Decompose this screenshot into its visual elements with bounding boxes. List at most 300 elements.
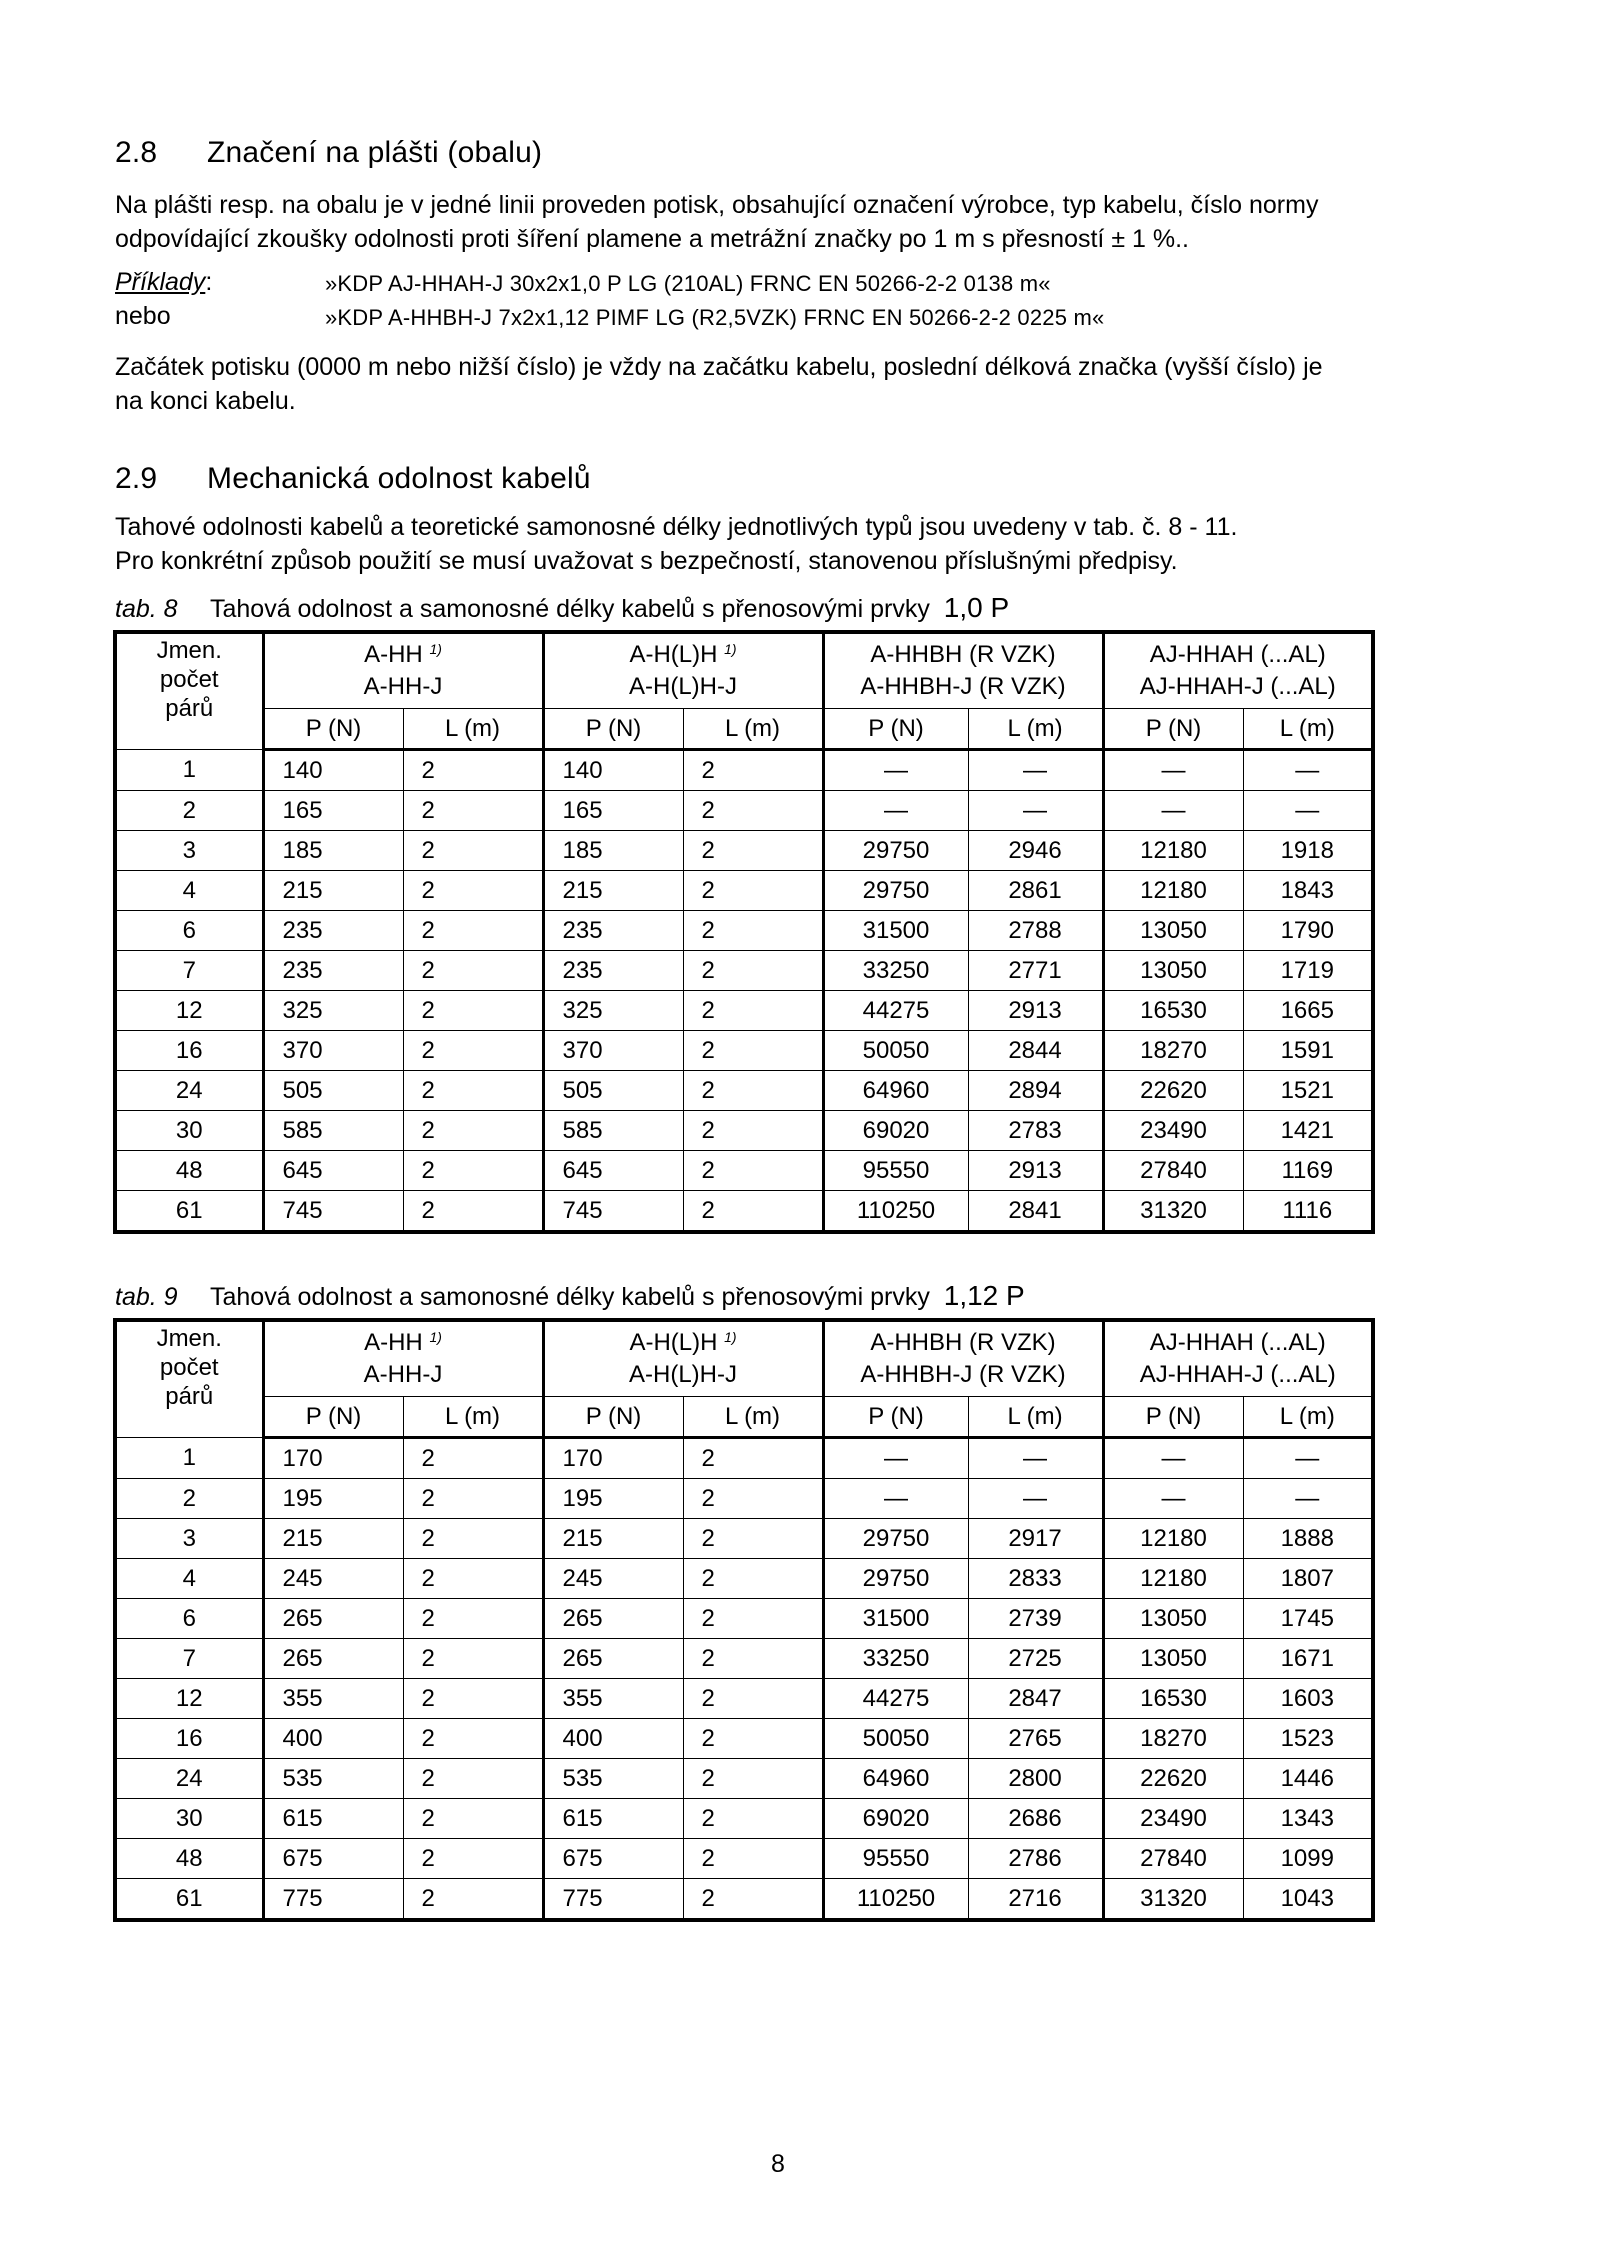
- table-cell: 775: [263, 1879, 403, 1921]
- table-row: [115, 1719, 1373, 1759]
- text-line: Tahové odolnosti kabelů a teoretické samonosné délky jednotlivých typů jsou uvedeny v tab. č. 8 - 11.: [115, 513, 1238, 541]
- table-cell: 2: [683, 1559, 823, 1599]
- table-cell: 2: [403, 1679, 543, 1719]
- pair-count-cell: 30: [115, 1111, 263, 1151]
- table-cell: 64960: [823, 1759, 968, 1799]
- table-row: [115, 1759, 1373, 1799]
- table-cell: —: [1103, 750, 1243, 791]
- text-line: Začátek potisku (0000 m nebo nižší číslo) je vždy na začátku kabelu, poslední délková značka (vyšší číslo) je: [115, 353, 1323, 381]
- table-row: [115, 951, 1373, 991]
- table-cell: 2: [403, 1879, 543, 1921]
- header-text: AJ-HHAH (...AL): [1149, 641, 1326, 668]
- table-cell: 2: [683, 1839, 823, 1879]
- page-number: 8: [771, 2150, 785, 2178]
- table-row: [115, 1519, 1373, 1559]
- table-cell: 2788: [968, 911, 1103, 951]
- pair-count-cell: 24: [115, 1759, 263, 1799]
- header-text: A-HH-J: [363, 1361, 443, 1388]
- table-cell: 370: [543, 1031, 683, 1071]
- header-group-a-hhbh: [823, 1320, 1103, 1397]
- header-text: AJ-HHAH-J (...AL): [1139, 673, 1336, 700]
- print-start-paragraph: [115, 350, 1485, 418]
- table-cell: 2: [683, 1759, 823, 1799]
- header-text: A-HH: [364, 641, 423, 668]
- section-2-9-heading: [115, 462, 591, 496]
- table-cell: —: [968, 750, 1103, 791]
- table-cell: 110250: [823, 1191, 968, 1233]
- table-row: [115, 1839, 1373, 1879]
- table-cell: 1719: [1243, 951, 1373, 991]
- table-cell: 585: [543, 1111, 683, 1151]
- table-cell: 2: [403, 1151, 543, 1191]
- pair-count-cell: 48: [115, 1839, 263, 1879]
- examples-colon: :: [205, 268, 213, 296]
- table-cell: 2: [683, 1879, 823, 1921]
- header-l: L (m): [403, 1397, 543, 1438]
- table-8: [113, 630, 1375, 1234]
- header-p: P (N): [1103, 709, 1243, 750]
- pair-count-cell: 16: [115, 1031, 263, 1071]
- header-l: L (m): [968, 709, 1103, 750]
- table-cell: 2783: [968, 1111, 1103, 1151]
- header-text: A-HH: [364, 1329, 423, 1356]
- table-cell: 12180: [1103, 871, 1243, 911]
- table-row: [115, 1438, 1373, 1479]
- table-cell: 235: [543, 911, 683, 951]
- pair-count-cell: 2: [115, 791, 263, 831]
- header-text: párů: [165, 695, 214, 722]
- header-text: A-H(L)H-J: [629, 1361, 737, 1388]
- table-cell: 2: [403, 911, 543, 951]
- footnote-mark: 1): [429, 641, 442, 657]
- table-cell: 235: [263, 911, 403, 951]
- pair-count-cell: 3: [115, 831, 263, 871]
- pair-count-cell: 12: [115, 991, 263, 1031]
- table-cell: 1043: [1243, 1879, 1373, 1921]
- table-cell: 95550: [823, 1839, 968, 1879]
- table-cell: 1099: [1243, 1839, 1373, 1879]
- header-text: A-HHBH-J (R VZK): [860, 673, 1066, 700]
- table-cell: 22620: [1103, 1759, 1243, 1799]
- table-cell: 2786: [968, 1839, 1103, 1879]
- table-cell: 2765: [968, 1719, 1103, 1759]
- text-line: na konci kabelu.: [115, 387, 296, 415]
- table-cell: 265: [543, 1599, 683, 1639]
- table-cell: 355: [263, 1679, 403, 1719]
- table-cell: 2771: [968, 951, 1103, 991]
- table-row: [115, 1111, 1373, 1151]
- table-caption-text: Tahová odolnost a samonosné délky kabelů s přenosovými prvky: [210, 1283, 930, 1311]
- table-cell: 2: [403, 1559, 543, 1599]
- table-row: [115, 1799, 1373, 1839]
- table-cell: 675: [543, 1839, 683, 1879]
- table-cell: 775: [543, 1879, 683, 1921]
- table-cell: 110250: [823, 1879, 968, 1921]
- header-text: Jmen.: [156, 1325, 222, 1352]
- marking-paragraph: [115, 188, 1485, 256]
- table-cell: —: [823, 1438, 968, 1479]
- header-l: L (m): [1243, 1397, 1373, 1438]
- section-2-8-heading: [115, 136, 542, 170]
- table-body: [115, 750, 1373, 1233]
- table-cell: 1843: [1243, 871, 1373, 911]
- table-cell: 400: [263, 1719, 403, 1759]
- table-cell: —: [1243, 791, 1373, 831]
- table-cell: 50050: [823, 1031, 968, 1071]
- table-cell: 2: [683, 1799, 823, 1839]
- table-cell: 2: [683, 1479, 823, 1519]
- pair-count-cell: 48: [115, 1151, 263, 1191]
- table-row: [115, 791, 1373, 831]
- table-cell: 2861: [968, 871, 1103, 911]
- table-cell: 1523: [1243, 1719, 1373, 1759]
- example-2: »KDP A-HHBH-J 7x2x1,12 PIMF LG (R2,5VZK) FRNC EN 50266-2-2 0225 m«: [325, 305, 1105, 330]
- table-cell: 2: [403, 991, 543, 1031]
- header-p: P (N): [823, 709, 968, 750]
- table-cell: 215: [263, 1519, 403, 1559]
- pair-count-cell: 6: [115, 911, 263, 951]
- table-cell: 2: [683, 951, 823, 991]
- table-cell: 165: [543, 791, 683, 831]
- header-text: A-HHBH (R VZK): [870, 1329, 1056, 1356]
- table-cell: 1591: [1243, 1031, 1373, 1071]
- table-cell: —: [1103, 1479, 1243, 1519]
- table-cell: 185: [263, 831, 403, 871]
- table-cell: 265: [263, 1639, 403, 1679]
- table-cell: 2913: [968, 1151, 1103, 1191]
- header-group-aj-hhah: [1103, 1320, 1373, 1397]
- table-row: [115, 911, 1373, 951]
- table-9-caption: [115, 1280, 1025, 1312]
- table-row: [115, 1031, 1373, 1071]
- table-cell: 2: [683, 991, 823, 1031]
- table-cell: 215: [543, 871, 683, 911]
- text-line: odpovídající zkoušky odolnosti proti šíření plamene a metrážní značky po 1 m s přesností ± 1 %..: [115, 225, 1189, 253]
- table-cell: 185: [543, 831, 683, 871]
- header-group-a-hlh: [543, 1320, 823, 1397]
- table-caption-text: Tahová odolnost a samonosné délky kabelů s přenosovými prvky: [210, 595, 930, 623]
- table-cell: 1807: [1243, 1559, 1373, 1599]
- section-number: 2.8: [115, 136, 158, 169]
- table-cell: 505: [543, 1071, 683, 1111]
- footnote-mark: 1): [724, 1329, 737, 1345]
- table-cell: 1116: [1243, 1191, 1373, 1233]
- table-cell: 645: [543, 1151, 683, 1191]
- table-cell: 2: [403, 1031, 543, 1071]
- table-cell: 2: [683, 871, 823, 911]
- table-cell: 170: [543, 1438, 683, 1479]
- table-cell: 745: [263, 1191, 403, 1233]
- table-cell: 140: [263, 750, 403, 791]
- header-group-a-hlh: [543, 632, 823, 709]
- table-cell: 2: [683, 1438, 823, 1479]
- table-cell: 1521: [1243, 1071, 1373, 1111]
- table-9: [113, 1318, 1375, 1922]
- pair-count-cell: 24: [115, 1071, 263, 1111]
- table-label: tab. 9: [115, 1283, 178, 1311]
- examples-label: [115, 268, 212, 297]
- table-cell: 16530: [1103, 1679, 1243, 1719]
- pair-count-cell: 7: [115, 951, 263, 991]
- table-cell: 29750: [823, 831, 968, 871]
- table-cell: 2: [403, 831, 543, 871]
- table-cell: 615: [543, 1799, 683, 1839]
- table-cell: 2: [683, 1599, 823, 1639]
- header-p: P (N): [543, 709, 683, 750]
- table-cell: 245: [263, 1559, 403, 1599]
- header-text: párů: [165, 1383, 214, 1410]
- header-group-aj-hhah: [1103, 632, 1373, 709]
- table-row: [115, 871, 1373, 911]
- table-cell: 1421: [1243, 1111, 1373, 1151]
- table-cell: 44275: [823, 1679, 968, 1719]
- table-cell: 31320: [1103, 1879, 1243, 1921]
- table-row: [115, 1679, 1373, 1719]
- table-cell: —: [1103, 1438, 1243, 1479]
- table-cell: 2: [403, 791, 543, 831]
- table-row: [115, 1071, 1373, 1111]
- table-cell: 2946: [968, 831, 1103, 871]
- table-cell: 23490: [1103, 1799, 1243, 1839]
- table-cell: —: [823, 750, 968, 791]
- table-cell: 325: [543, 991, 683, 1031]
- header-group-a-hh: [263, 632, 543, 709]
- header-text: AJ-HHAH (...AL): [1149, 1329, 1326, 1356]
- pair-count-cell: 16: [115, 1719, 263, 1759]
- table-cell: 18270: [1103, 1719, 1243, 1759]
- examples-label-text: Příklady: [115, 268, 206, 296]
- table-cell: 31320: [1103, 1191, 1243, 1233]
- table-cell: 29750: [823, 871, 968, 911]
- header-l: L (m): [683, 709, 823, 750]
- table-cell: 235: [263, 951, 403, 991]
- pair-count-cell: 61: [115, 1879, 263, 1921]
- table-cell: 2: [403, 750, 543, 791]
- table-cell: 195: [263, 1479, 403, 1519]
- table-cell: 13050: [1103, 1599, 1243, 1639]
- table-cell: 2: [683, 911, 823, 951]
- pair-count-cell: 12: [115, 1679, 263, 1719]
- pair-count-cell: 1: [115, 1438, 263, 1479]
- table-cell: 1671: [1243, 1639, 1373, 1679]
- table-cell: —: [968, 791, 1103, 831]
- table-cell: 12180: [1103, 831, 1243, 871]
- table-cell: 615: [263, 1799, 403, 1839]
- table-cell: —: [968, 1438, 1103, 1479]
- table-cell: 2: [403, 871, 543, 911]
- header-group-a-hhbh: [823, 632, 1103, 709]
- header-pair-count: [115, 632, 263, 750]
- pair-count-cell: 1: [115, 750, 263, 791]
- table-cell: 2841: [968, 1191, 1103, 1233]
- table-row: [115, 1639, 1373, 1679]
- footnote-mark: 1): [724, 641, 737, 657]
- table-cell: 2739: [968, 1599, 1103, 1639]
- header-l: L (m): [968, 1397, 1103, 1438]
- pair-count-cell: 61: [115, 1191, 263, 1233]
- table-cell: 400: [543, 1719, 683, 1759]
- table-cell: 1343: [1243, 1799, 1373, 1839]
- text-line: Na plášti resp. na obalu je v jedné linii proveden potisk, obsahující označení výrobce, typ kabelu, číslo normy: [115, 191, 1319, 219]
- table-cell: 64960: [823, 1071, 968, 1111]
- table-cell: 195: [543, 1479, 683, 1519]
- table-cell: 235: [543, 951, 683, 991]
- table-cell: 2: [683, 1031, 823, 1071]
- table-cell: —: [1243, 750, 1373, 791]
- table-cell: —: [823, 1479, 968, 1519]
- table-cell: 95550: [823, 1151, 968, 1191]
- table-cell: 2: [403, 1191, 543, 1233]
- example-1: »KDP AJ-HHAH-J 30x2x1,0 P LG (210AL) FRNC EN 50266-2-2 0138 m«: [325, 271, 1051, 296]
- table-cell: 13050: [1103, 1639, 1243, 1679]
- table-cell: 140: [543, 750, 683, 791]
- table-cell: 265: [543, 1639, 683, 1679]
- table-cell: 265: [263, 1599, 403, 1639]
- table-cell: 29750: [823, 1559, 968, 1599]
- table-cell: 675: [263, 1839, 403, 1879]
- table-cell: 2: [403, 1639, 543, 1679]
- table-cell: 2: [683, 1519, 823, 1559]
- pair-count-cell: 2: [115, 1479, 263, 1519]
- table-cell: 2: [683, 791, 823, 831]
- table-cell: 1888: [1243, 1519, 1373, 1559]
- table-row: [115, 1879, 1373, 1921]
- header-p: P (N): [263, 1397, 403, 1438]
- header-p: P (N): [543, 1397, 683, 1438]
- table-cell: 2: [403, 1071, 543, 1111]
- header-text: počet: [159, 1354, 219, 1381]
- table-cell: 2725: [968, 1639, 1103, 1679]
- table-cell: 1745: [1243, 1599, 1373, 1639]
- table-cell: 2716: [968, 1879, 1103, 1921]
- section-title: Mechanická odolnost kabelů: [207, 462, 591, 495]
- table-cell: 1446: [1243, 1759, 1373, 1799]
- table-cell: 2: [683, 1071, 823, 1111]
- table-cell: 16530: [1103, 991, 1243, 1031]
- or-label: nebo: [115, 302, 171, 330]
- table-cell: 1790: [1243, 911, 1373, 951]
- header-text: AJ-HHAH-J (...AL): [1139, 1361, 1336, 1388]
- table-cell: 33250: [823, 951, 968, 991]
- section-number: 2.9: [115, 462, 158, 495]
- header-text: A-H(L)H: [629, 641, 718, 668]
- table-row: [115, 831, 1373, 871]
- header-text: A-HHBH (R VZK): [870, 641, 1056, 668]
- header-l: L (m): [1243, 709, 1373, 750]
- table-cell: 12180: [1103, 1519, 1243, 1559]
- table-body: [115, 1438, 1373, 1921]
- table-cell: 2913: [968, 991, 1103, 1031]
- table-cell: 2: [683, 1151, 823, 1191]
- header-text: A-HHBH-J (R VZK): [860, 1361, 1066, 1388]
- table-cell: 50050: [823, 1719, 968, 1759]
- table-cell: —: [1243, 1438, 1373, 1479]
- header-text: A-H(L)H-J: [629, 673, 737, 700]
- pair-count-cell: 4: [115, 1559, 263, 1599]
- table-row: [115, 991, 1373, 1031]
- table-cell: 535: [263, 1759, 403, 1799]
- table-cell: 22620: [1103, 1071, 1243, 1111]
- pair-count-cell: 3: [115, 1519, 263, 1559]
- table-cell: 1169: [1243, 1151, 1373, 1191]
- table-caption-size: 1,0 P: [943, 592, 1010, 623]
- pair-count-cell: 4: [115, 871, 263, 911]
- table-cell: 2: [403, 1438, 543, 1479]
- table-cell: 245: [543, 1559, 683, 1599]
- table-cell: 745: [543, 1191, 683, 1233]
- table-cell: 2: [683, 1679, 823, 1719]
- header-l: L (m): [683, 1397, 823, 1438]
- table-cell: 29750: [823, 1519, 968, 1559]
- table-cell: 2847: [968, 1679, 1103, 1719]
- table-row: [115, 1599, 1373, 1639]
- table-row: [115, 1151, 1373, 1191]
- header-p: P (N): [1103, 1397, 1243, 1438]
- table-8-caption: [115, 592, 1009, 624]
- table-cell: 12180: [1103, 1559, 1243, 1599]
- table-cell: 535: [543, 1759, 683, 1799]
- table-cell: 2: [403, 1519, 543, 1559]
- table-row: [115, 1191, 1373, 1233]
- table-cell: 2686: [968, 1799, 1103, 1839]
- table-cell: 31500: [823, 1599, 968, 1639]
- table-cell: 2: [683, 1719, 823, 1759]
- table-cell: 23490: [1103, 1111, 1243, 1151]
- table-cell: 2: [683, 1111, 823, 1151]
- table-cell: 1603: [1243, 1679, 1373, 1719]
- table-cell: 2: [403, 1759, 543, 1799]
- header-l: L (m): [403, 709, 543, 750]
- table-cell: 2: [403, 1719, 543, 1759]
- table-cell: 2844: [968, 1031, 1103, 1071]
- table-cell: 2: [683, 831, 823, 871]
- table-cell: 13050: [1103, 951, 1243, 991]
- table-cell: 2: [683, 750, 823, 791]
- section-title: Značení na plášti (obalu): [207, 136, 543, 169]
- table-cell: 18270: [1103, 1031, 1243, 1071]
- pair-count-cell: 30: [115, 1799, 263, 1839]
- table-cell: 645: [263, 1151, 403, 1191]
- header-group-a-hh: [263, 1320, 543, 1397]
- table-cell: 1665: [1243, 991, 1373, 1031]
- table-cell: 370: [263, 1031, 403, 1071]
- header-text: počet: [159, 666, 219, 693]
- table-row: [115, 1559, 1373, 1599]
- header-text: A-HH-J: [363, 673, 443, 700]
- header-p: P (N): [263, 709, 403, 750]
- table-cell: 27840: [1103, 1151, 1243, 1191]
- text-line: Pro konkrétní způsob použití se musí uvažovat s bezpečností, stanovenou příslušnými předpisy.: [115, 547, 1178, 575]
- pair-count-cell: 6: [115, 1599, 263, 1639]
- table-cell: —: [968, 1479, 1103, 1519]
- table-cell: 69020: [823, 1111, 968, 1151]
- table-cell: 2: [683, 1639, 823, 1679]
- table-cell: 31500: [823, 911, 968, 951]
- table-cell: 2917: [968, 1519, 1103, 1559]
- table-cell: 215: [263, 871, 403, 911]
- table-cell: 1918: [1243, 831, 1373, 871]
- table-cell: 2: [403, 1599, 543, 1639]
- table-caption-size: 1,12 P: [943, 1280, 1025, 1311]
- table-cell: 13050: [1103, 911, 1243, 951]
- table-cell: 325: [263, 991, 403, 1031]
- table-cell: 27840: [1103, 1839, 1243, 1879]
- table-cell: 2: [403, 951, 543, 991]
- table-cell: 2: [403, 1839, 543, 1879]
- table-cell: 33250: [823, 1639, 968, 1679]
- header-text: A-H(L)H: [629, 1329, 718, 1356]
- table-row: [115, 750, 1373, 791]
